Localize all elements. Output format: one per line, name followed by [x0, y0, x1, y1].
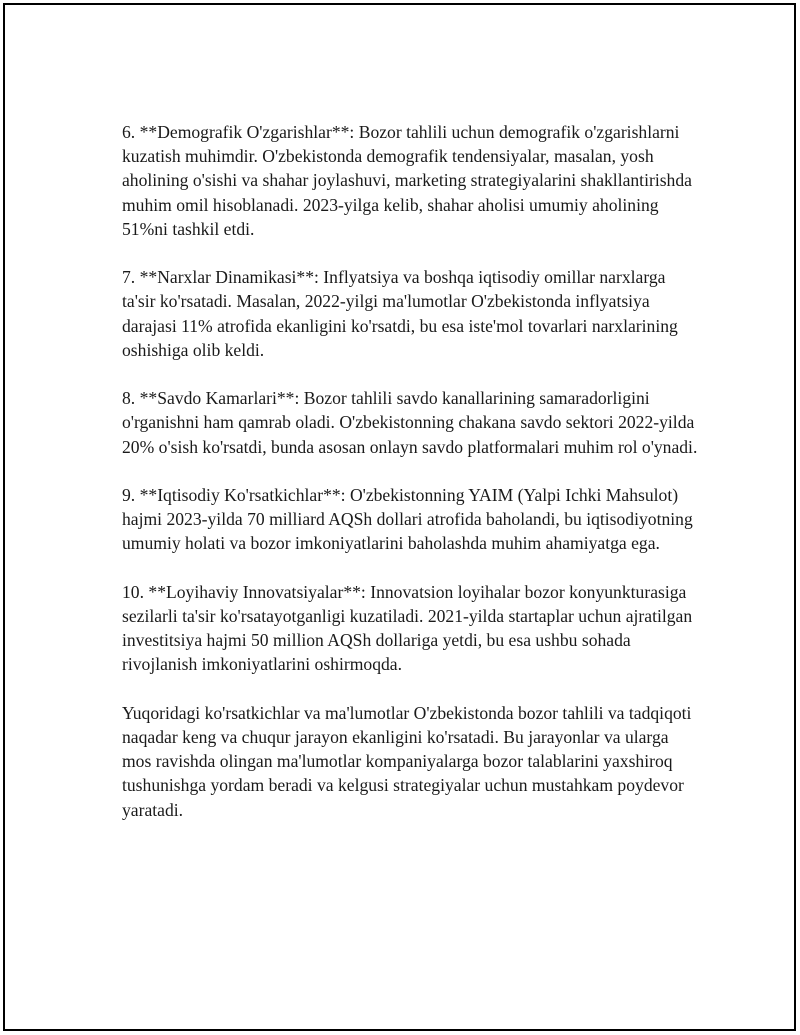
paragraph-trade-channels: 8. **Savdo Kamarlari**: Bozor tahlili savdo kanallarining samaradorligini o'rganishni ham qamrab oladi. O'zbekistonning chakana savdo sektori 2022-yilda 20% o'sish ko'rsatdi, bunda asosan onlayn savdo platformalari muhim rol o'ynadi.	[122, 388, 698, 457]
page-frame	[3, 3, 796, 1031]
document-body	[122, 120, 702, 846]
paragraph-project-innovations: 10. **Loyihaviy Innovatsiyalar**: Innovatsion loyihalar bozor konyunkturasiga sezilarli ta'sir ko'rsatayotganligi kuzatiladi. 2021-yilda startaplar uchun ajratilgan investitsiya hajmi 50 million AQSh dollariga yetdi, bu esa ushbu sohada rivojlanish imkoniyatlarini oshirmoqda.	[122, 581, 693, 675]
paragraph-economic-indicators: 9. **Iqtisodiy Ko'rsatkichlar**: O'zbekistonning YAIM (Yalpi Ichki Mahsulot) hajmi 2023-yilda 70 milliard AQSh dollari atrofida baholandi, bu iqtisodiyotning umumiy holati va bozor imkoniyatlarini baholashda muhim ahamiyatga ega.	[122, 485, 693, 554]
paragraph-conclusion: Yuqoridagi ko'rsatkichlar va ma'lumotlar O'zbekistonda bozor tahlili va tadqiqoti naqadar keng va chuqur jarayon ekanligini ko'rsatadi. Bu jarayonlar va ularga mos ravishda olingan ma'lumotlar kompaniyalarga bozor talablarini yaxshiroq tushunishga yordam beradi va kelgusi strategiyalar uchun mustahkam poydevor yaratadi.	[122, 702, 692, 820]
paragraph-price-dynamics: 7. **Narxlar Dinamikasi**: Inflyatsiya va boshqa iqtisodiy omillar narxlarga ta'sir ko'rsatadi. Masalan, 2022-yilgi ma'lumotlar O'zbekistonda inflyatsiya darajasi 11% atrofida ekanligini ko'rsatdi, bu esa iste'mol tovarlari narxlarining oshishiga olib keldi.	[122, 267, 678, 360]
paragraph-demographic-changes: 6. **Demografik O'zgarishlar**: Bozor tahlili uchun demografik o'zgarishlarni kuzatish muhimdir. O'zbekistonda demografik tendensiyalar, masalan, yosh aholining o'sishi va shahar joylashuvi, marketing strategiyalarini shakllantirishda muhim omil hisoblanadi. 2023-yilga kelib, shahar aholisi umumiy aholining 51%ni tashkil etdi.	[122, 122, 692, 239]
